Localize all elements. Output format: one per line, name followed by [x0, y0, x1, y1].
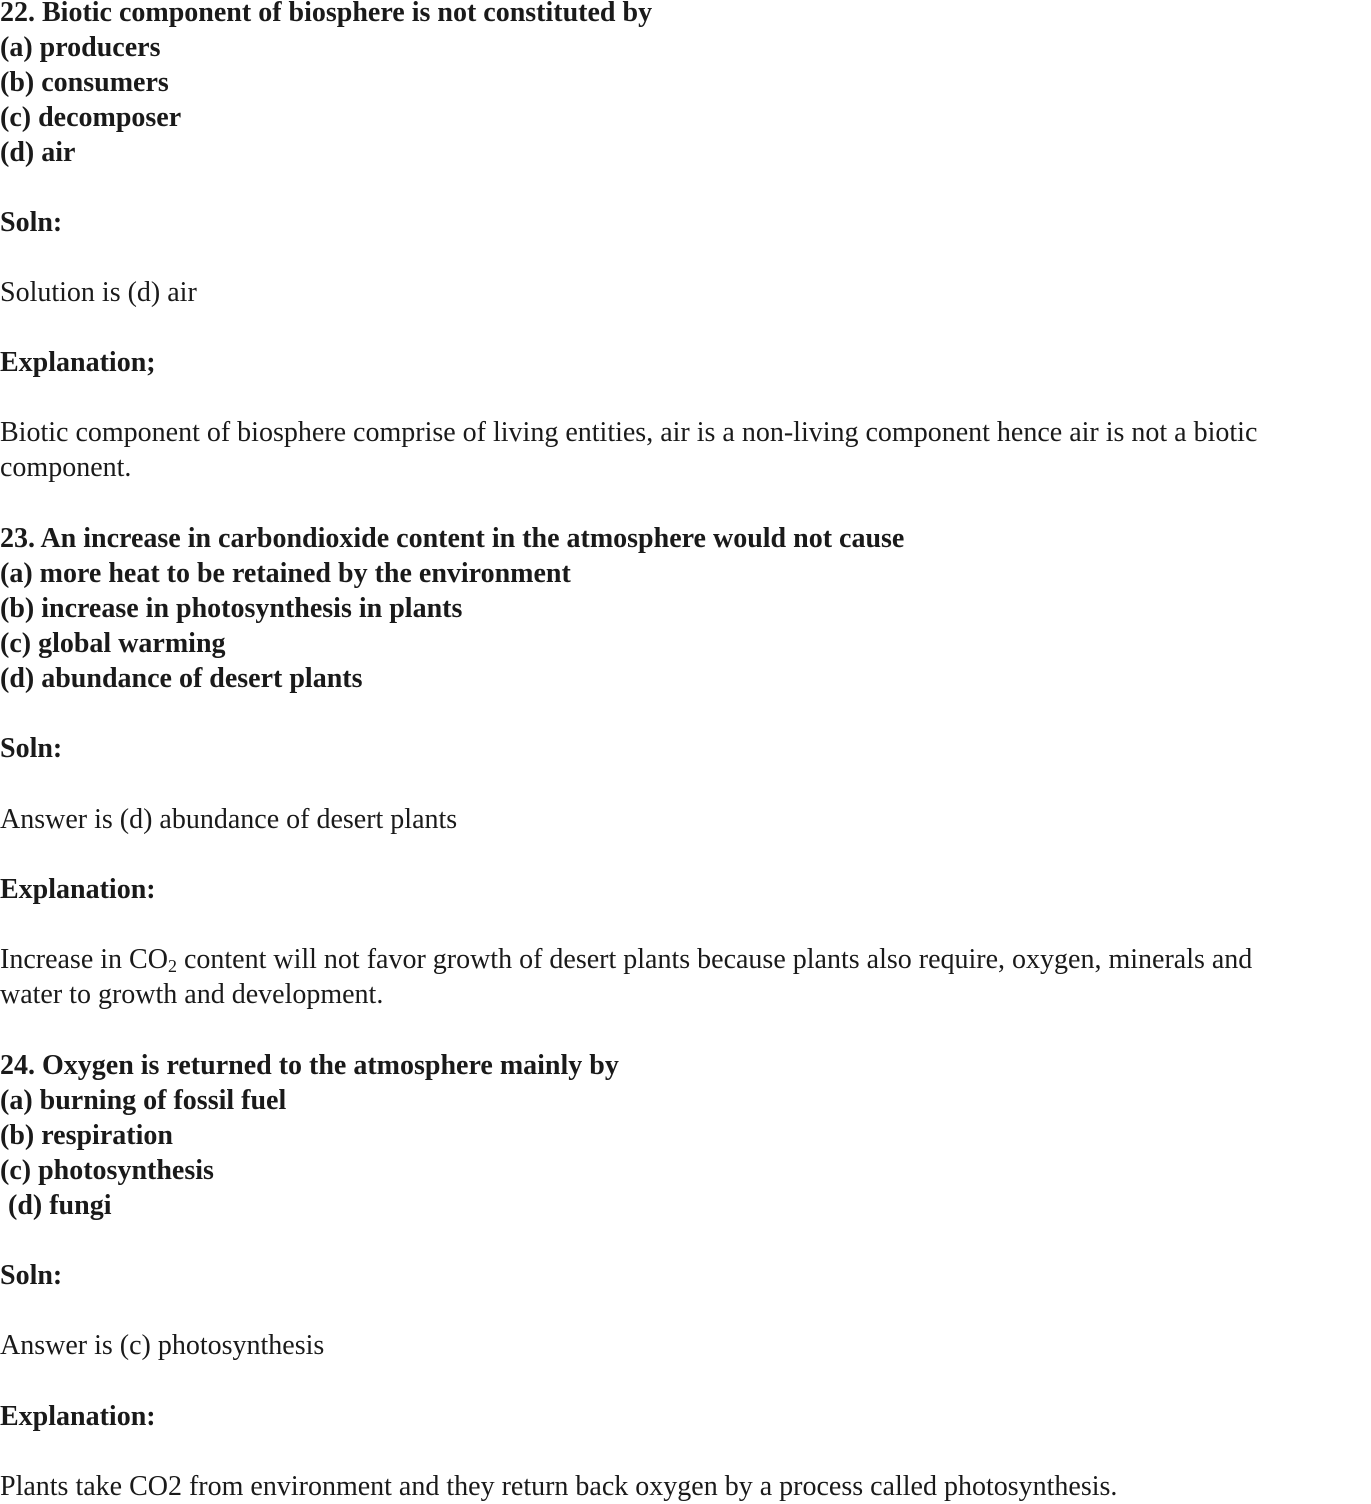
explanation-text-pre: Increase in CO [0, 944, 168, 975]
question-24-answer: Answer is (c) photosynthesis [0, 1330, 325, 1361]
question-23-explanation-line-1 [0, 942, 1252, 977]
co2-subscript: 2 [167, 956, 177, 976]
question-24-option-c: (c) photosynthesis [0, 1155, 214, 1186]
question-23-soln-label: Soln: [0, 733, 63, 764]
question-22-option-c: (c) decomposer [0, 102, 182, 133]
question-22-title: 22. Biotic component of biosphere is not constituted by [0, 0, 653, 28]
question-22-option-d: (d) air [0, 137, 76, 168]
question-24-option-b: (b) respiration [0, 1120, 173, 1151]
question-23-option-c: (c) global warming [0, 628, 226, 659]
question-22-explanation-line-2: component. [0, 452, 132, 483]
question-23-option-b: (b) increase in photosynthesis in plants [0, 593, 463, 624]
question-24-option-a: (a) burning of fossil fuel [0, 1085, 287, 1116]
question-23-explanation-label: Explanation: [0, 874, 156, 905]
question-22-explanation-line-1: Biotic component of biosphere comprise of living entities, air is a non-living component hence air is not a biotic [0, 417, 1258, 448]
question-24-title: 24. Oxygen is returned to the atmosphere mainly by [0, 1050, 619, 1081]
question-24-option-d: (d) fungi [8, 1190, 112, 1221]
question-22-option-a: (a) producers [0, 32, 161, 63]
question-22-answer: Solution is (d) air [0, 277, 197, 308]
question-23-option-a: (a) more heat to be retained by the environment [0, 558, 571, 589]
question-24-explanation-line-1: Plants take CO2 from environment and they return back oxygen by a process called photosynthesis. [0, 1471, 1118, 1502]
question-24-soln-label: Soln: [0, 1260, 63, 1291]
question-22-option-b: (b) consumers [0, 67, 169, 98]
question-23-answer: Answer is (d) abundance of desert plants [0, 804, 458, 835]
question-22-soln-label: Soln: [0, 207, 63, 238]
question-23-option-d: (d) abundance of desert plants [0, 663, 363, 694]
question-24-explanation-label: Explanation: [0, 1401, 156, 1432]
explanation-text-post: content will not favor growth of desert plants because plants also require, oxygen, minerals and [176, 944, 1253, 975]
question-22-explanation-label: Explanation; [0, 347, 156, 378]
question-23-explanation-line-2: water to growth and development. [0, 979, 384, 1010]
question-23-title: 23. An increase in carbondioxide content in the atmosphere would not cause [0, 523, 905, 554]
